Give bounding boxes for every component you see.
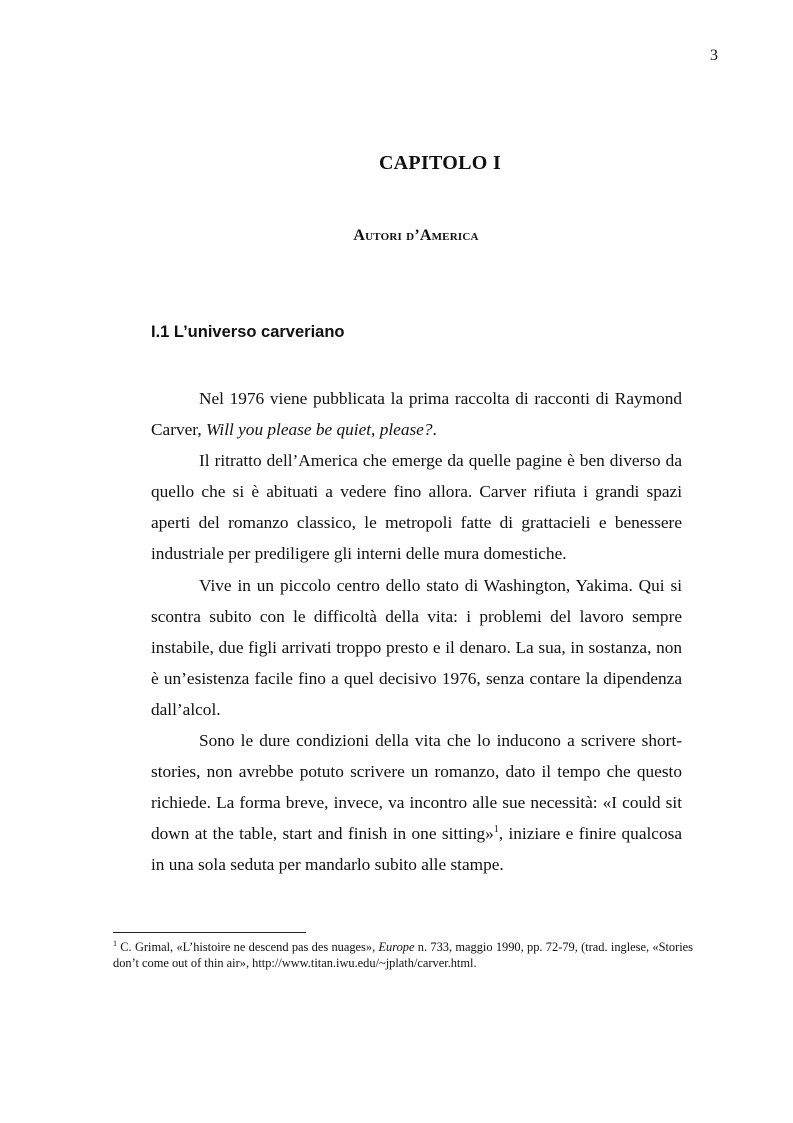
footnote-reference: 1 xyxy=(493,824,499,836)
paragraph-4-text: Sono le dure condizioni della vita che lo inducono a scrivere short-stories, non avrebbe potuto scrivere un romanzo, dato il tempo che questo richiede. La forma breve, invece, va incontro alle sue necessità: «I could sit down at the table, start and finish in one sitting» xyxy=(151,731,682,844)
footnote-marker: 1 xyxy=(113,938,117,948)
footnote-journal: Europe xyxy=(378,940,415,954)
paragraph-1 xyxy=(151,383,682,445)
section-heading: I.1 L’universo carveriano xyxy=(151,323,345,341)
paragraph-1-text: Nel 1976 viene pubblicata la prima raccolta di racconti di Raymond Carver, xyxy=(151,389,682,440)
paragraph-3: Vive in un piccolo centro dello stato di Washington, Yakima. Qui si scontra subito con le difficoltà della vita: i problemi del lavoro sempre instabile, due figli arrivati troppo presto e il denaro. La sua, in sostanza, non è un’esistenza facile fino a quel decisivo 1976, senza contare la dipendenza dall’alcol. xyxy=(151,575,682,719)
paragraph-4-end: , iniziare e finire qualcosa in una sola seduta per mandarlo subito alle stampe. xyxy=(151,824,683,875)
chapter-title: CAPITOLO I xyxy=(378,152,502,174)
footnote-text: C. Grimal, «L’histoire ne descend pas des nuages», xyxy=(117,940,379,954)
paragraph-4 xyxy=(151,725,682,880)
page-number: 3 xyxy=(710,47,718,64)
footnote-divider xyxy=(113,932,306,933)
book-title: Will you please be quiet, please? xyxy=(205,420,433,440)
chapter-subtitle: Autori d’America xyxy=(353,227,479,244)
footnote xyxy=(113,939,693,971)
paragraph-2: Il ritratto dell’America che emerge da quelle pagine è ben diverso da quello che si è abituati a vedere fino allora. Carver rifiuta i grandi spazi aperti del romanzo classico, le metropoli fatte di grattacieli e benessere industriale per prediligere gli interni delle mura domestiche. xyxy=(151,451,682,564)
body-text xyxy=(151,383,682,881)
footnote-text-end: n. 733, maggio 1990, pp. 72-79, (trad. inglese, «Stories don’t come out of thin air», http://www.titan.iwu.edu/~jplath/carver.html. xyxy=(113,940,693,970)
paragraph-1-end: . xyxy=(432,420,437,440)
